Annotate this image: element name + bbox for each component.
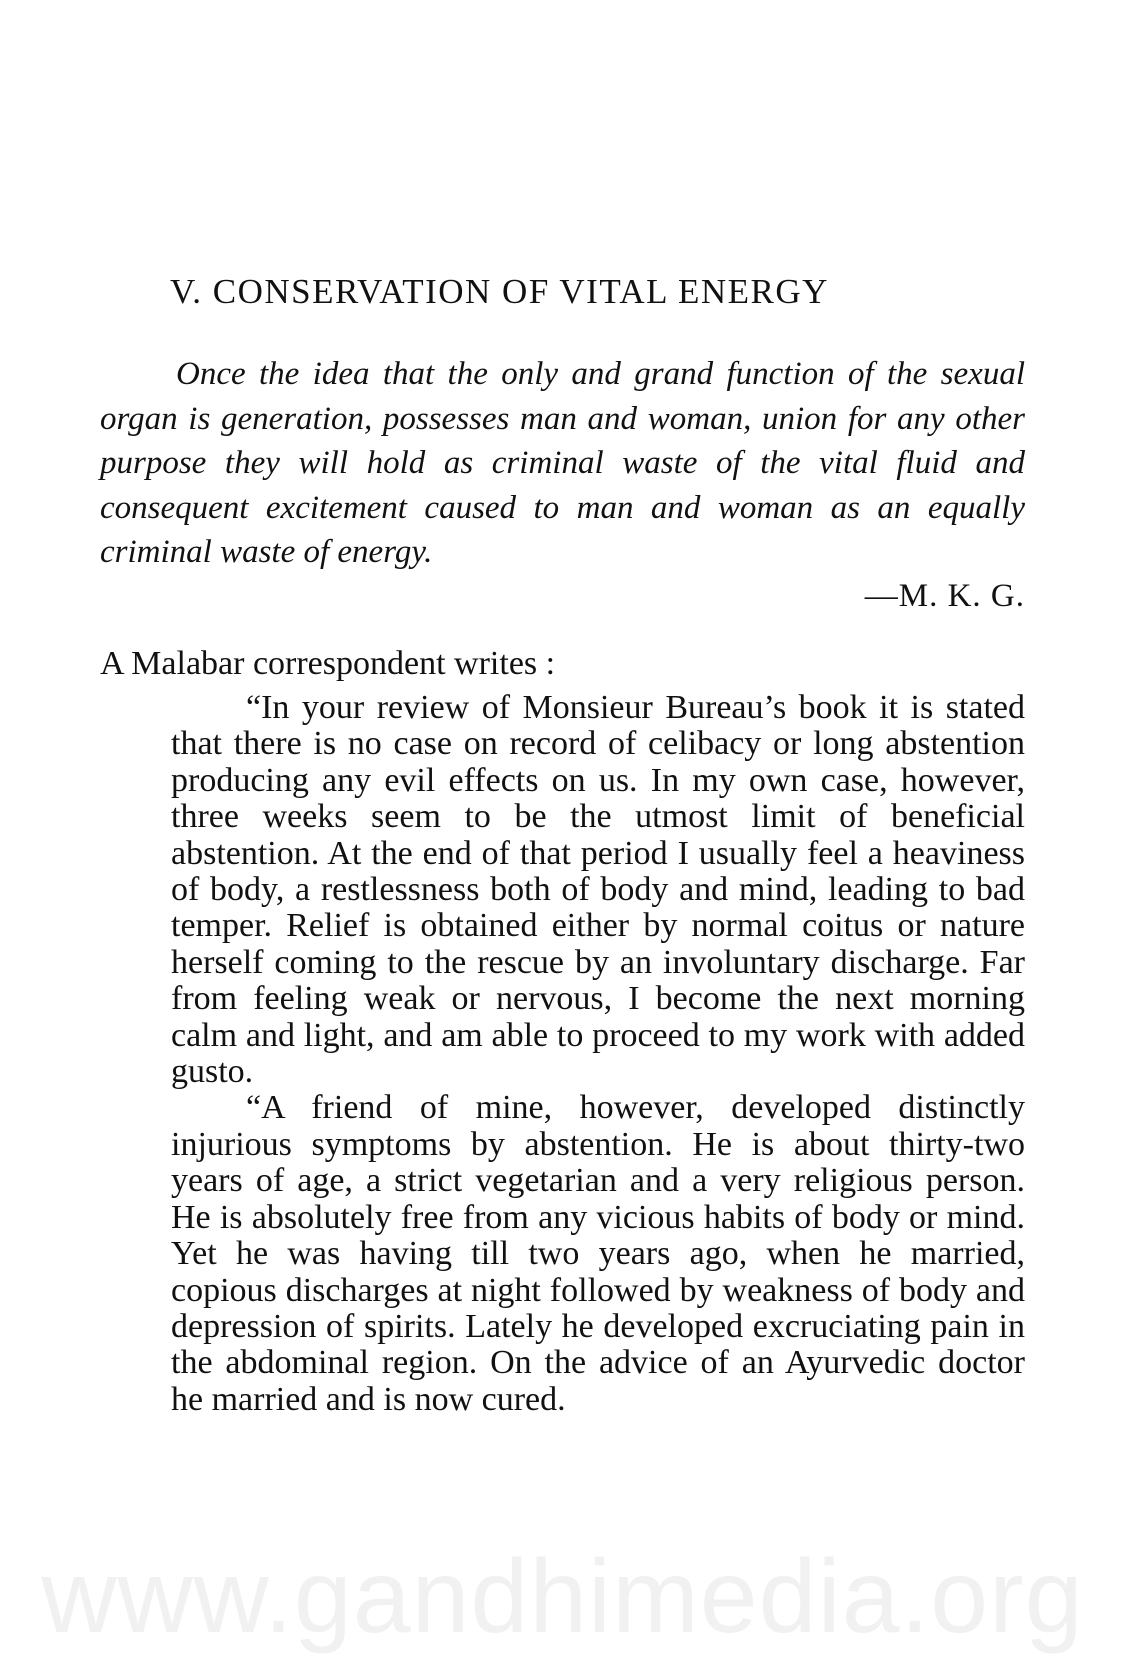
epigraph-attribution: —M. K. G. xyxy=(864,578,1025,614)
letter-paragraph: “A friend of mine, however, developed distinctly injurious symptoms by abstention. He is about thirty-two years of age, a strict vegetarian and a very religious person. He is absolutely free from any vicious habits of body or mind. Yet he was having till two years ago, when he married, copious discharges at night followed by weakness of body and depression of spirits. Lately he developed excruciating pain in the abdominal region. On the advice of an Ayurvedic doctor he married and is now cured. xyxy=(171,1089,1025,1418)
letter-paragraph: “In your review of Monsieur Bureau’s book it is stated that there is no case on record of celibacy or long abstention producing any evil effects on us. In my own case, however, three weeks seem to be the utmost limit of beneficial abstention. At the end of that period I usually feel a heaviness of body, a restlessness both of body and mind, leading to bad temper. Relief is obtained either by normal coitus or nature herself coming to the rescue by an involuntary discharge. Far from feeling weak or nervous, I become the next morning calm and light, and am able to proceed to my work with added gusto. xyxy=(171,689,1025,1091)
letter-body xyxy=(171,690,1025,1418)
correspondent-intro: A Malabar correspondent writes : xyxy=(100,645,556,682)
chapter-title: V. CONSERVATION OF VITAL ENERGY xyxy=(170,272,829,311)
epigraph-quote: Once the idea that the only and grand function of the sexual organ is generation, possesses man and woman, union for any other purpose they will hold as criminal waste of the vital fluid and consequent excitement caused to man and woman as an equally criminal waste of energy. xyxy=(100,356,1025,570)
watermark: www.gandhimedia.org xyxy=(41,1539,1084,1655)
